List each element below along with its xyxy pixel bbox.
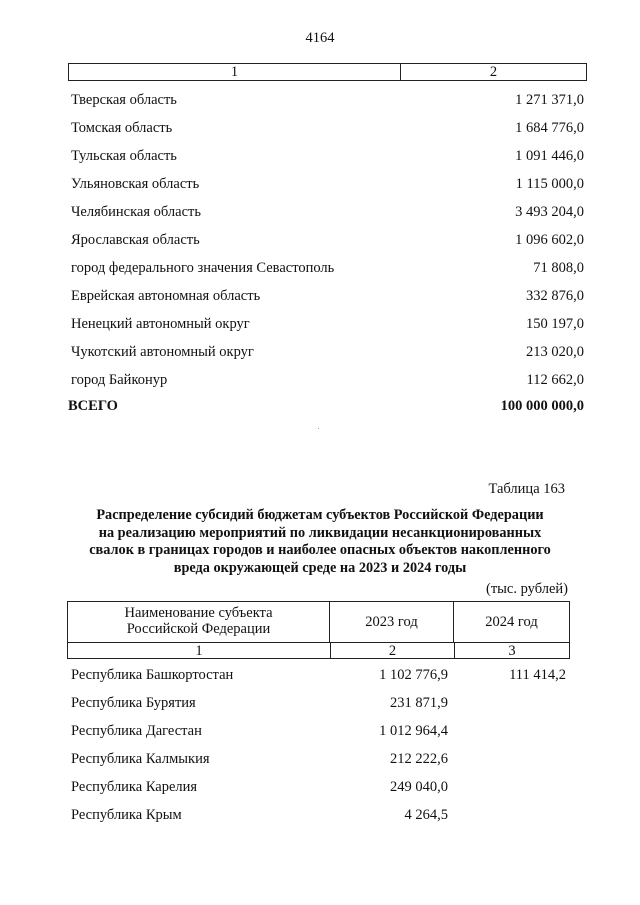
region-name: Ненецкий автономный округ [71,316,250,333]
table-row [67,745,570,773]
table2-header-titles [68,602,569,643]
units-label: (тыс. рублей) [486,581,568,597]
subsidy-value: 1 271 371,0 [515,91,584,108]
table1-total-row [68,398,587,415]
value-2024: 111 414,2 [509,666,566,683]
region-name: Томская область [71,119,173,136]
region-name: Республика Башкортостан [71,666,234,683]
table-title [70,507,570,577]
table-title-line: вреда окружающей среде на 2023 и 2024 годы [173,559,467,576]
table-row [68,339,587,367]
table-row [68,226,587,254]
table-row [67,661,570,689]
subsidy-value: 112 662,0 [526,372,584,389]
scan-speck [318,428,319,429]
table2-header [67,601,570,659]
region-name: Ярославская область [71,232,200,249]
region-name: Ульяновская область [71,175,200,192]
table-row [67,801,570,829]
table-row [68,255,587,283]
column-number-2: 2 [331,643,455,659]
region-name: Республика Крым [71,806,182,823]
table-row [67,717,570,745]
table1-header [68,63,587,81]
table-row [68,311,587,339]
total-value: 100 000 000,0 [500,398,584,414]
table-title-line: Распределение субсидий бюджетам субъектов Российской Федерации [96,507,544,523]
subsidy-value: 3 493 204,0 [515,203,584,220]
column-number-1: 1 [68,643,331,659]
value-2023: 231 871,9 [390,694,448,711]
value-2023: 212 222,6 [390,750,448,767]
subsidy-value: 1 684 776,0 [515,119,584,136]
subsidy-value: 71 808,0 [533,260,584,277]
table-row [68,367,587,395]
table-row [68,198,587,226]
page-number: 4164 [305,30,335,46]
region-name: Республика Калмыкия [71,750,210,767]
header-year-2023: 2023 год [330,602,454,642]
subsidy-value: 1 115 000,0 [515,175,584,192]
region-name: Еврейская автономная область [71,288,261,305]
table-row [68,142,587,170]
table2-body [67,661,570,829]
region-name: Тульская область [71,147,177,164]
table-row [68,283,587,311]
subsidy-value: 332 876,0 [526,288,584,305]
table-row [68,86,587,114]
region-name: город Байконур [71,372,168,389]
table-row [67,689,570,717]
header-subject-name-line2: Российской Федерации [126,621,271,637]
region-name: Республика Бурятия [71,694,196,711]
subsidy-value: 1 096 602,0 [515,232,584,249]
value-2023: 249 040,0 [390,778,448,795]
header-year-2024: 2024 год [485,614,538,630]
table-row [68,114,587,142]
region-name: Челябинская область [71,203,201,220]
region-name: Республика Карелия [71,778,198,795]
table2-header-numbering [68,643,569,659]
table-title-line: на реализацию мероприятий по ликвидации несанкционированных [98,524,542,541]
column-number-3: 3 [508,643,516,659]
value-2023: 1 102 776,9 [379,666,448,683]
table-number: Таблица 163 [488,481,565,497]
header-subject-name-line1: Наименование субъекта [124,605,273,621]
region-name: Тверская область [71,91,177,108]
subsidy-value: 213 020,0 [526,344,584,361]
region-name: Республика Дагестан [71,722,202,739]
region-name: город федерального значения Севастополь [71,260,335,277]
table-row [68,170,587,198]
value-2023: 4 264,5 [404,806,448,823]
table-row [67,773,570,801]
table1-header-col2: 2 [489,64,498,80]
table1-body [68,86,587,395]
subsidy-value: 1 091 446,0 [515,147,584,164]
table1-header-col1: 1 [69,64,401,80]
total-label: ВСЕГО [68,398,118,414]
table-title-line: свалок в границах городов и наиболее опасных объектов накопленного [89,542,551,558]
region-name: Чукотский автономный округ [71,344,254,361]
subsidy-value: 150 197,0 [526,316,584,333]
value-2023: 1 012 964,4 [379,722,448,739]
header-subject-name [68,602,330,642]
